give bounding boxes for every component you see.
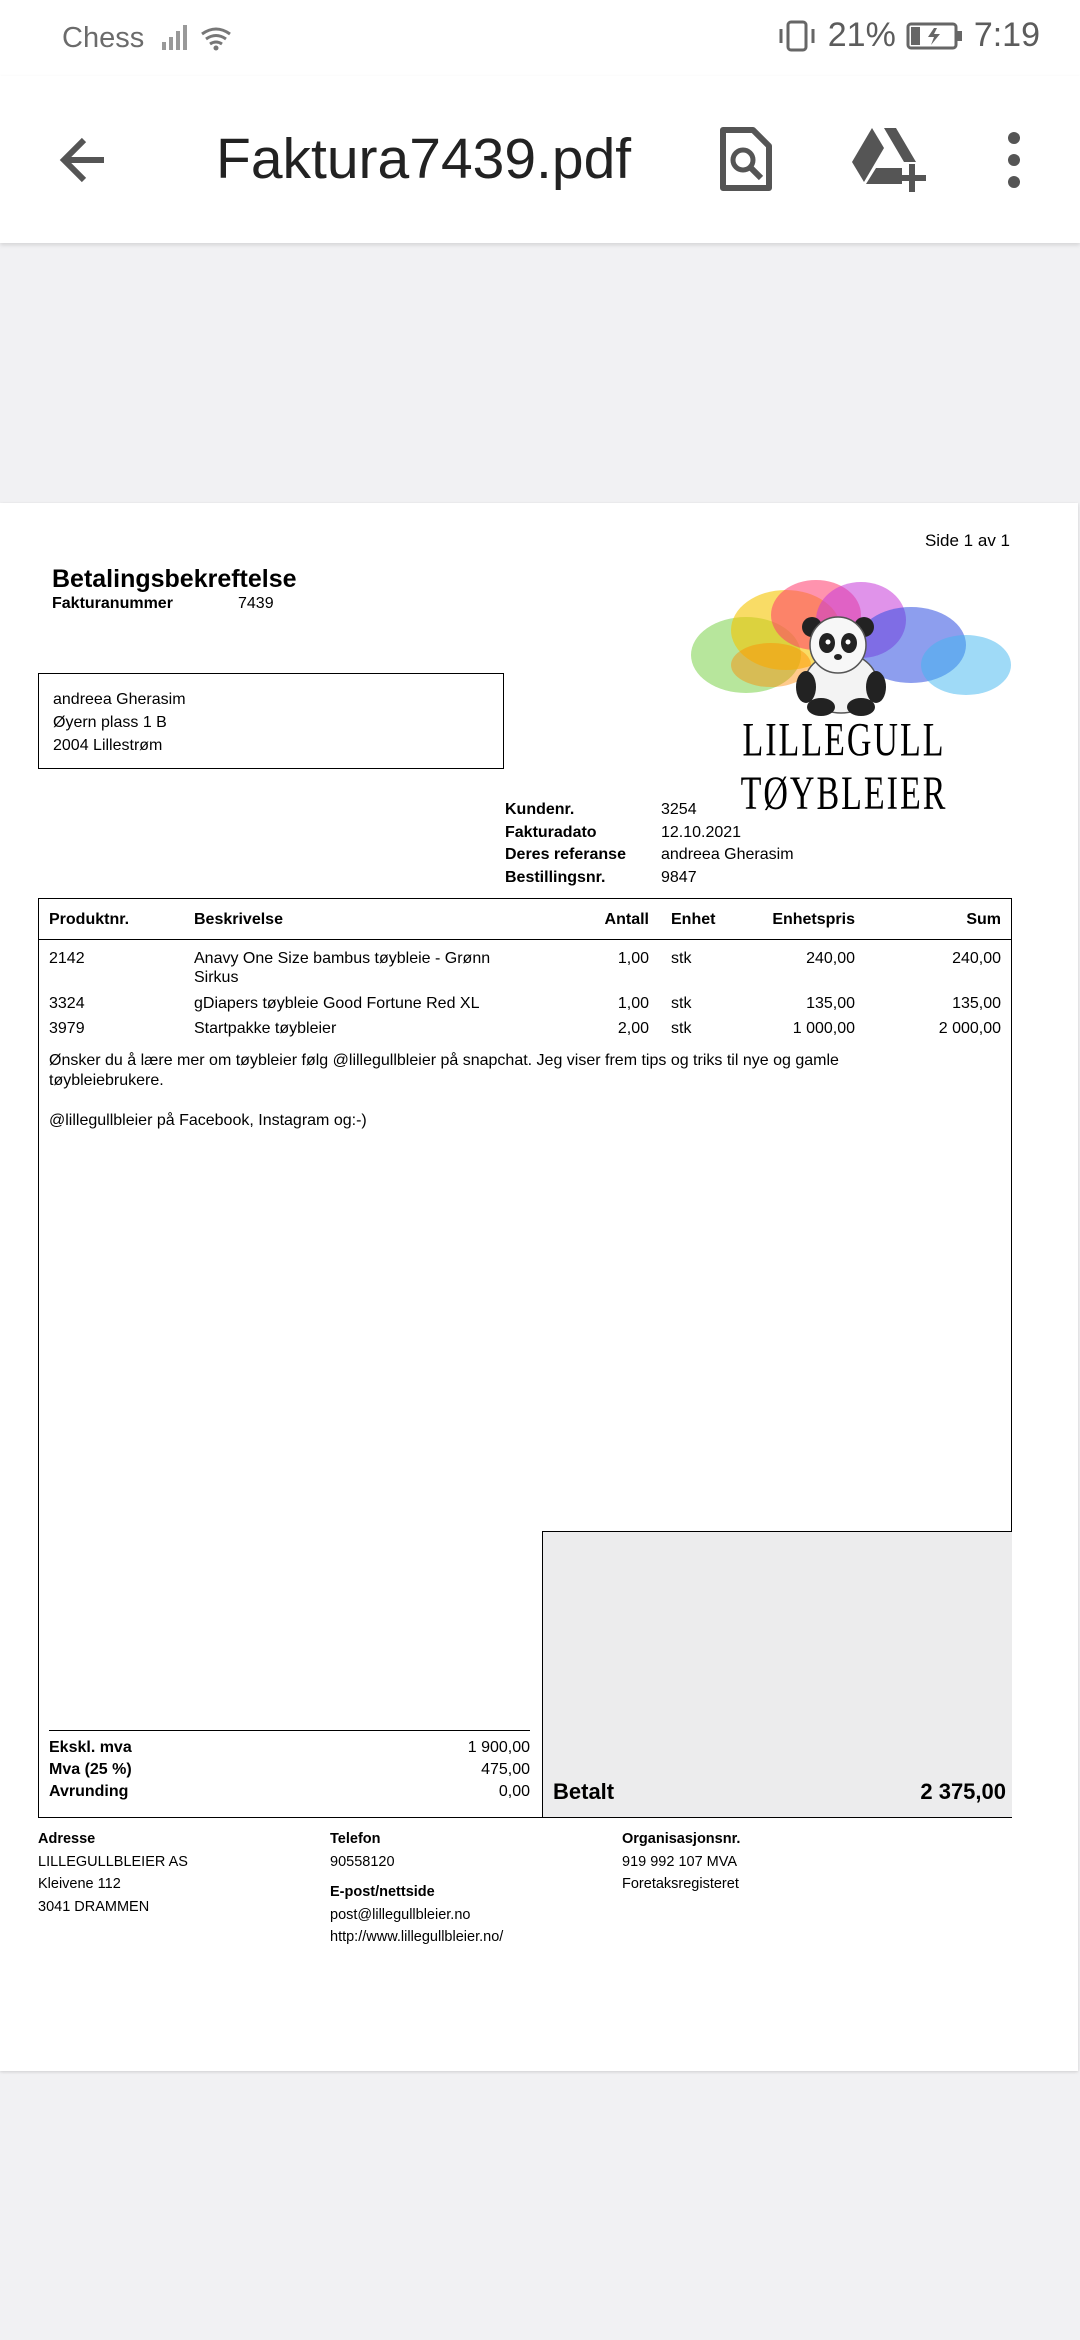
cell-qty: 2,00 [617, 1020, 649, 1037]
total-label: Ekskl. mva [49, 1739, 132, 1756]
invoice-number-label: Fakturanummer [52, 595, 173, 612]
meta-value: 3254 [661, 801, 697, 818]
footer-web-label: E-post/nettside [330, 1884, 435, 1900]
meta-row [505, 867, 794, 890]
cell-product: 3979 [49, 1020, 85, 1037]
social-note: @lillegullbleier på Facebook, Instagram og:-) [49, 1112, 367, 1129]
header-divider [39, 939, 1011, 940]
meta-row [505, 799, 794, 822]
total-row [49, 1783, 530, 1801]
meta-value: 12.10.2021 [661, 823, 742, 841]
col-header-unit: Enhet [671, 911, 716, 928]
page-indicator: Side 1 av 1 [924, 531, 1010, 550]
cell-unit-price: 1 000,00 [792, 1020, 855, 1037]
cell-unit: stk [671, 995, 692, 1012]
cell-description: gDiapers tøybleie Good Fortune Red XL [194, 995, 480, 1012]
cell-description: Startpakke tøybleier [194, 1020, 337, 1037]
footer-register: Foretaksregisteret [622, 1876, 739, 1892]
status-bar [0, 0, 1080, 76]
paid-amount: 2 375,00 [920, 1779, 1006, 1804]
carrier-name: Chess [62, 22, 145, 54]
total-label: Avrunding [49, 1783, 129, 1800]
document-title: Faktura7439.pdf [216, 127, 632, 191]
footer-city: 3041 DRAMMEN [38, 1898, 150, 1915]
total-value: 1 900,00 [467, 1739, 530, 1756]
recipient-address [38, 673, 504, 769]
meta-label: Kundenr. [505, 801, 575, 818]
cell-sum: 2 000,00 [938, 1020, 1001, 1037]
footer-company: LILLEGULLBLEIER AS [38, 1853, 188, 1870]
footer-org-number: 919 992 107 MVA [622, 1853, 738, 1870]
total-label: Mva (25 %) [49, 1761, 132, 1778]
footer-address-label: Adresse [38, 1831, 96, 1847]
logo-text: LILLEGULL TØYBLEIER [740, 715, 948, 820]
total-row [49, 1761, 530, 1779]
cell-sum: 135,00 [952, 995, 1001, 1012]
meta-label: Bestillingsnr. [505, 868, 606, 886]
footer-org [622, 1828, 740, 1896]
paid-label: Betalt [553, 1779, 615, 1804]
meta-label: Fakturadato [505, 823, 597, 841]
footer-contact [330, 1828, 503, 1949]
clock: 7:19 [973, 16, 1040, 54]
total-row [49, 1739, 530, 1757]
footer-org-label: Organisasjonsnr. [622, 1831, 741, 1847]
recipient-name: andreea Gherasim [53, 691, 186, 708]
cell-product: 2142 [49, 950, 85, 967]
total-value: 0,00 [498, 1783, 530, 1800]
meta-row [505, 822, 794, 845]
add-to-drive-icon[interactable] [852, 126, 926, 192]
invoice-table [38, 898, 1012, 1818]
recipient-street: Øyern plass 1 B [53, 714, 167, 731]
col-header-unit-price: Enhetspris [772, 911, 855, 928]
footer-phone: 90558120 [330, 1853, 395, 1870]
pdf-page[interactable] [0, 503, 1078, 2071]
cell-unit: stk [671, 950, 692, 967]
total-value: 475,00 [481, 1761, 530, 1778]
cell-qty: 1,00 [617, 995, 649, 1012]
footer-email[interactable]: post@lillegullbleier.no [330, 1906, 471, 1923]
col-header-sum: Sum [966, 911, 1001, 928]
footer-website[interactable]: http://www.lillegullbleier.no/ [330, 1929, 504, 1945]
battery-charging-icon [906, 20, 964, 52]
signal-wifi-icon [160, 22, 240, 52]
footer-phone-label: Telefon [330, 1831, 381, 1847]
cell-qty: 1,00 [617, 950, 649, 967]
col-header-qty: Antall [604, 911, 649, 928]
meta-label: Deres referanse [505, 846, 626, 863]
app-toolbar [0, 76, 1080, 243]
invoice-number: 7439 [238, 595, 274, 612]
battery-percent: 21% [827, 16, 896, 54]
find-in-page-icon[interactable] [715, 126, 775, 194]
footer-address [38, 1828, 188, 1918]
cell-product: 3324 [49, 995, 85, 1012]
info-note: Ønsker du å lære mer om tøybleier følg @lillegullbleier på snapchat. Jeg viser frem tips og triks til nye og gamle tøybleiebrukere. [49, 1052, 839, 1089]
invoice-title: Betalingsbekreftelse [52, 565, 297, 593]
cell-sum: 240,00 [952, 950, 1001, 967]
meta-row [505, 844, 794, 867]
meta-value: 9847 [661, 868, 697, 886]
invoice-meta [505, 799, 794, 889]
vibrate-icon [776, 19, 818, 53]
paid-box [542, 1531, 1012, 1817]
back-arrow-icon[interactable] [52, 128, 116, 192]
col-header-product: Produktnr. [49, 911, 130, 928]
footer-street: Kleivene 112 [38, 1876, 121, 1892]
meta-value: andreea Gherasim [661, 846, 794, 863]
cell-unit-price: 240,00 [806, 950, 855, 967]
more-vert-icon[interactable] [1004, 130, 1024, 190]
cell-unit: stk [671, 1020, 692, 1037]
cell-description: Anavy One Size bambus tøybleie - Grønn Sirkus [194, 950, 491, 986]
recipient-city: 2004 Lillestrøm [53, 737, 163, 754]
totals-divider [49, 1730, 530, 1731]
col-header-description: Beskrivelse [194, 911, 283, 928]
cell-unit-price: 135,00 [806, 995, 855, 1012]
